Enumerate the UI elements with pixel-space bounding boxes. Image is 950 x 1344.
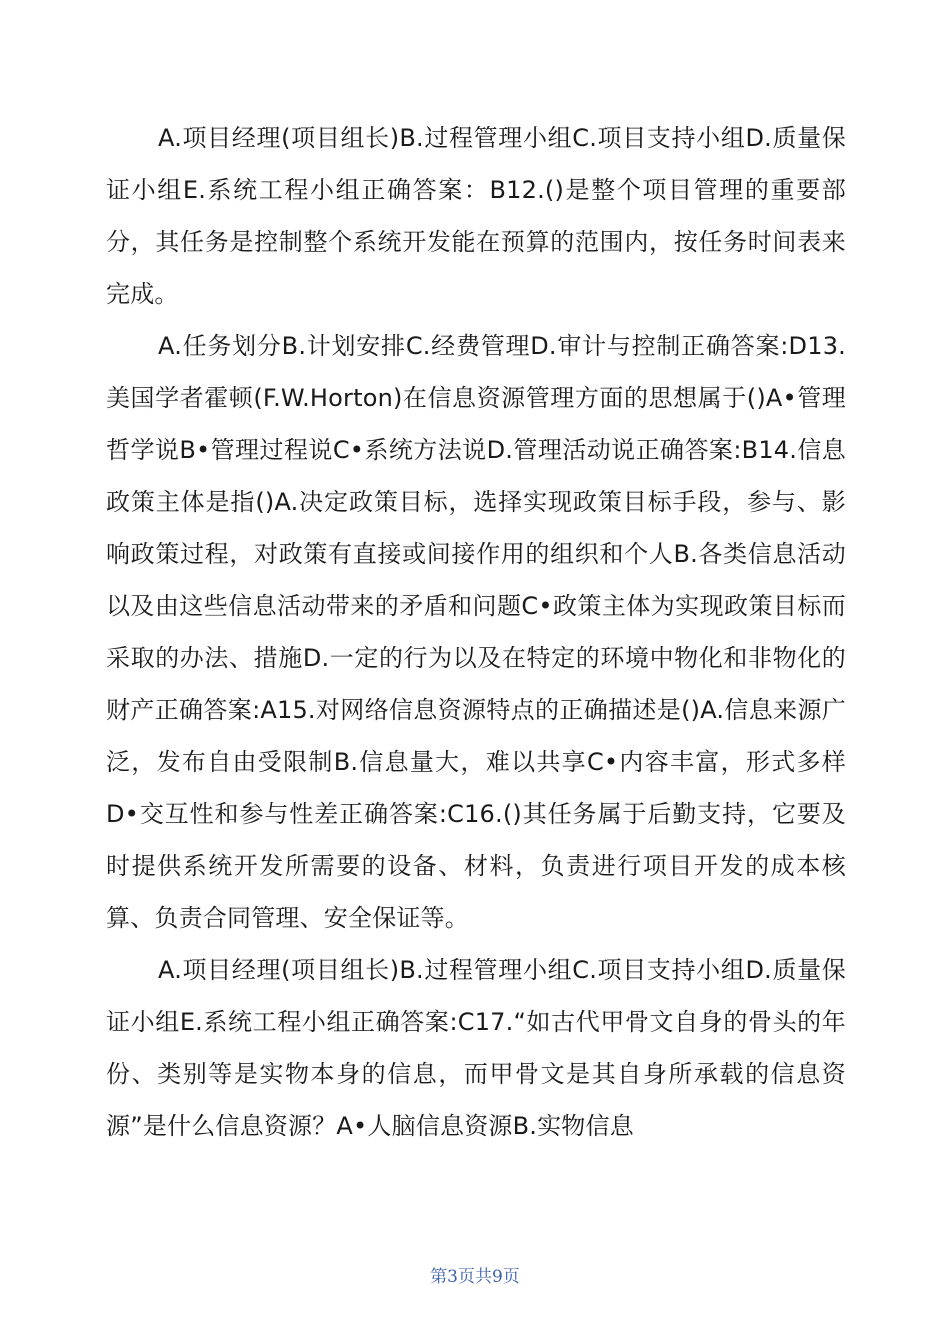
document-body — [106, 112, 846, 1152]
page-number-footer: 第3页共9页 — [430, 1267, 520, 1287]
paragraph-3: A.项目经理(项目组长)B.过程管理小组C.项目支持小组D.质量保证小组E.系统工程小组正确答案:C17.“如古代甲骨文自身的骨头的年份、类别等是实物本身的信息，而甲骨文是其自身所承载的信息资源”是什么信息资源？A•人脑信息资源B.实物信息 — [106, 956, 846, 1140]
paragraph-1: A.项目经理(项目组长)B.过程管理小组C.项目支持小组D.质量保证小组E.系统工程小组正确答案：B12.()是整个项目管理的重要部分，其任务是控制整个系统开发能在预算的范围内，按任务时间表来完成。 — [106, 124, 846, 308]
paragraph-2: A.任务划分B.计划安排C.经费管理D.审计与控制正确答案:D13.美国学者霍顿(F.W.Horton)在信息资源管理方面的思想属于()A•管理哲学说B•管理过程说C•系统方法说D.管理活动说正确答案:B14.信息政策主体是指()A.决定政策目标，选择实现政策目标手段，参与、影响政策过程，对政策有直接或间接作用的组织和个人B.各类信息活动以及由这些信息活动带来的矛盾和问题C•政策主体为实现政策目标而采取的办法、措施D.一定的行为以及在特定的环境中物化和非物化的财产正确答案:A15.对网络信息资源特点的正确描述是()A.信息来源广泛，发布自由受限制B.信息量大，难以共享C•内容丰富，形式多样D•交互性和参与性差正确答案:C16.()其任务属于后勤支持，它要及时提供系统开发所需要的设备、材料，负责进行项目开发的成本核算、负责合同管理、安全保证等。 — [106, 332, 846, 932]
